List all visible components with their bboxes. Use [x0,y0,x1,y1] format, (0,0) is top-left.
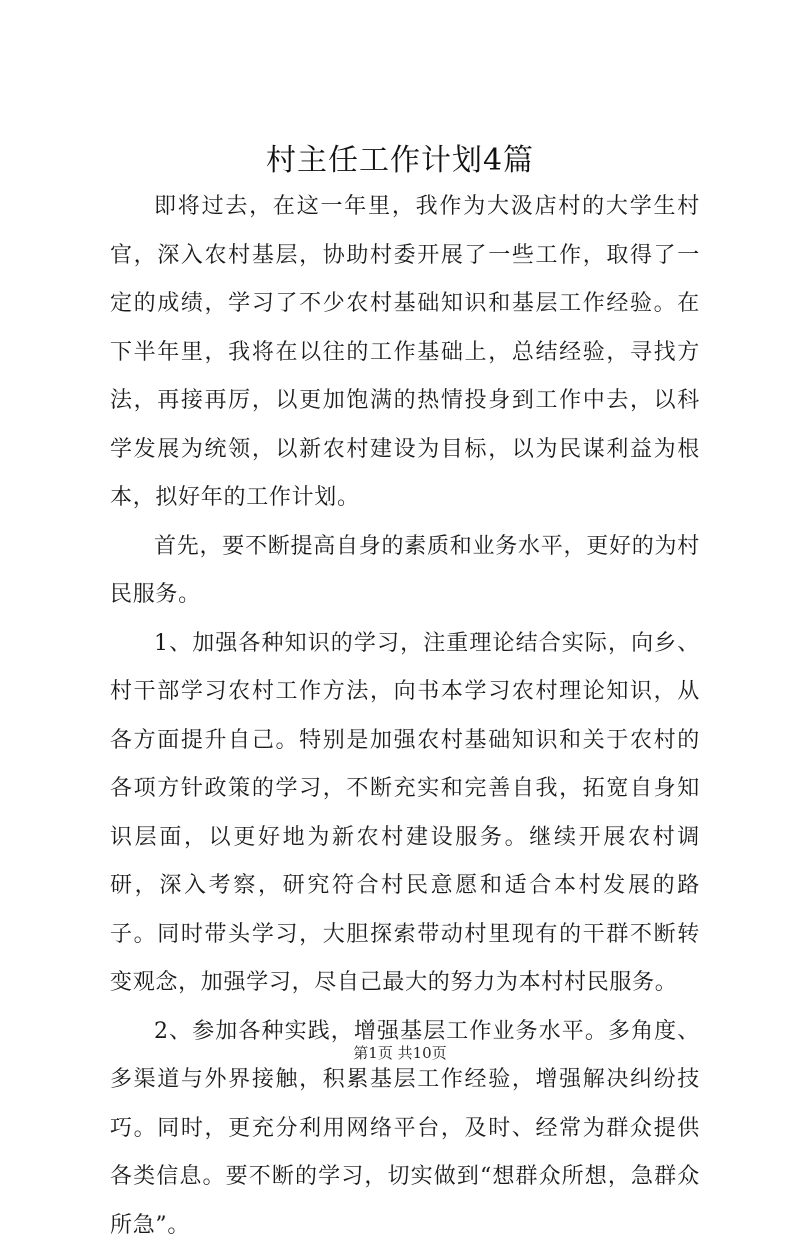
document-body [110,183,700,1250]
document-title: 村主任工作计划4篇 [0,136,800,186]
paragraph-intro: 即将过去，在这一年里，我作为大汲店村的大学生村官，深入农村基层，协助村委开展了一些工作，取得了一定的成绩，学习了不少农村基础知识和基层工作经验。在下半年里，我将在以往的工作基础上，总结经验，寻找方法，再接再厉，以更加饱满的热情投身到工作中去，以科学发展为统领，以新农村建设为目标，以为民谋利益为根本，拟好年的工作计划。 [110,183,700,523]
paragraph-first: 首先，要不断提高自身的素质和业务水平，更好的为村民服务。 [110,523,700,620]
paragraph-item-2: 2、参加各种实践，增强基层工作业务水平。多角度、多渠道与外界接触，积累基层工作经验，增强解决纠纷技巧。同时，更充分利用网络平台，及时、经常为群众提供各类信息。要不断的学习，切实做到“想群众所想，急群众所急”。 [110,1008,700,1250]
page-footer: 第1页 共10页 [0,1042,800,1063]
paragraph-item-1: 1、加强各种知识的学习，注重理论结合实际，向乡、村干部学习农村工作方法，向书本学习农村理论知识，从各方面提升自己。特别是加强农村基础知识和关于农村的各项方针政策的学习，不断充实和完善自我，拓宽自身知识层面，以更好地为新农村建设服务。继续开展农村调研，深入考察，研究符合村民意愿和适合本村发展的路子。同时带头学习，大胆探索带动村里现有的干群不断转变观念，加强学习，尽自己最大的努力为本村村民服务。 [110,620,700,1008]
